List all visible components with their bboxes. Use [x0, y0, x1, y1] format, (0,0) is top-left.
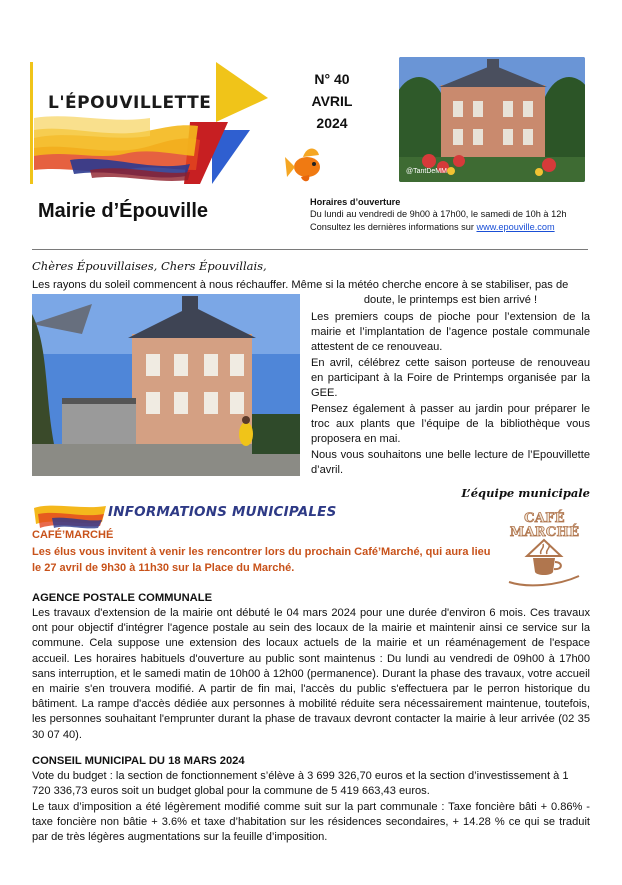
editorial-greeting: Chères Épouvillaises, Chers Épouvillais, [32, 259, 267, 273]
photo-credit: @TantDeMM [406, 168, 447, 175]
goldfish-icon [283, 141, 329, 185]
hours-info [310, 221, 566, 233]
agence-postale-text: Les travaux d'extension de la mairie ont débuté le 04 mars 2024 pour une durée d'environ 6 mois. Ces travaux ont pour objectif d'intégrer l'agence postale au sein des locaux de la mairie et maintenir ainsi ce service sur la commune. Cela suppose une extension des locaux actuels de la mairie et un réaménagement de l'espace accueil. Les horaires habituels d'ouverture au public sont maintenus : Du lundi au vendredi de 09h00 à 17h00 sans interruption, et le samedi matin de 10h00 à 12h00 (permanence). Durant la phase des travaux, votre accueil en mairie s'en trouvera modifié. A partir de fin mai, l'accès du public s'effectuera par le perron historique du bâtiment. La rampe d'accès dédiée aux personnes à mobilité réduite sera nécessairement maintenue, toutefois, les personnes souhaitant l'emprunter durant la phase de travaux devront contacter la mairie à leur arrivée (02 35 30 07 40). [32, 607, 590, 741]
issue-year: 2024 [316, 115, 348, 131]
section-brush-stroke [32, 500, 112, 530]
mairie-title: Mairie d’Épouville [38, 200, 209, 222]
section-title: INFORMATIONS MUNICIPALES [108, 504, 337, 520]
hours-info-text: Consultez les dernières informations sur [310, 221, 477, 232]
opening-hours [310, 196, 566, 233]
editorial-p1-rest [311, 293, 590, 308]
cafe-marche-title: CAFÉ’MARCHÉ [32, 529, 114, 541]
editorial-p2: Les premiers coups de pioche pour l’extension de la mairie et l’implantation de l’agence postale communale attestent de ce renouveau. [311, 311, 590, 354]
epouvillette-logo [30, 60, 280, 190]
header-divider [32, 249, 588, 250]
issue-month: AVRIL [311, 93, 353, 109]
cafe-marche-text: Les élus vous invitent à venir les rencontrer lors du prochain Café’Marché, qui aura lieu le 27 avril de 9h30 à 11h30 sur la Place du Marché. [32, 546, 491, 574]
mairie-photo-extension [32, 294, 300, 476]
newsletter-name: L'ÉPOUVILLETTE [48, 93, 212, 113]
editorial-signature: L’équipe municipale [461, 486, 590, 500]
agence-postale-title: AGENCE POSTALE COMMUNALE [32, 592, 213, 604]
cafe-logo-line1: CAFÉ [524, 511, 565, 526]
cafe-marche-logo-text [497, 512, 592, 540]
hours-title: Horaires d’ouverture [310, 197, 401, 207]
hours-line: Du lundi au vendredi de 9h00 à 17h00, le samedi de 10h à 12h [310, 209, 567, 220]
mairie-photo-top [399, 57, 585, 182]
editorial-intro: Les rayons du soleil commencent à nous réchauffer. Même si la météo cherche encore à se stabiliser, pas de [32, 279, 569, 291]
editorial-p1-end: doute, le printemps est bien arrivé ! [363, 294, 538, 306]
editorial-p3: En avril, célébrez cette saison porteuse de renouveau en participant à la Foire de Printemps organisée par la GEE. [311, 357, 590, 400]
editorial-p4: Pensez également à passer au jardin pour préparer le troc aux plants que l’équipe de la bibliothèque vous proposera en mai. [311, 403, 590, 446]
issue-info [296, 68, 368, 134]
conseil-taxes-text: Le taux d’imposition a été légèrement modifié comme suit sur la part communale : Taxe foncière bâti + 0.86% - taxe foncière non bâtie + 3.6% et taxe d’habitation sur les résidences secondaires, + 14.28 % ce qui se traduit par de très légères augmentations sur la feuille d’imposition. [32, 801, 590, 844]
issue-number: N° 40 [314, 71, 350, 87]
website-link[interactable]: www.epouville.com [476, 221, 555, 232]
conseil-municipal-title: CONSEIL MUNICIPAL DU 18 MARS 2024 [32, 755, 245, 767]
cafe-logo-line2: MARCHÉ [509, 525, 580, 540]
conseil-budget-text: Vote du budget : la section de fonctionnement s’élève à 3 699 326,70 euros et la section d’investissement à 1 720 336,73 euros soit un budget global pour la commune de 5 419 663,43 euros. [32, 770, 569, 798]
editorial-p5: Nous vous souhaitons une belle lecture de l’Epouvillette d’avril. [311, 449, 590, 477]
